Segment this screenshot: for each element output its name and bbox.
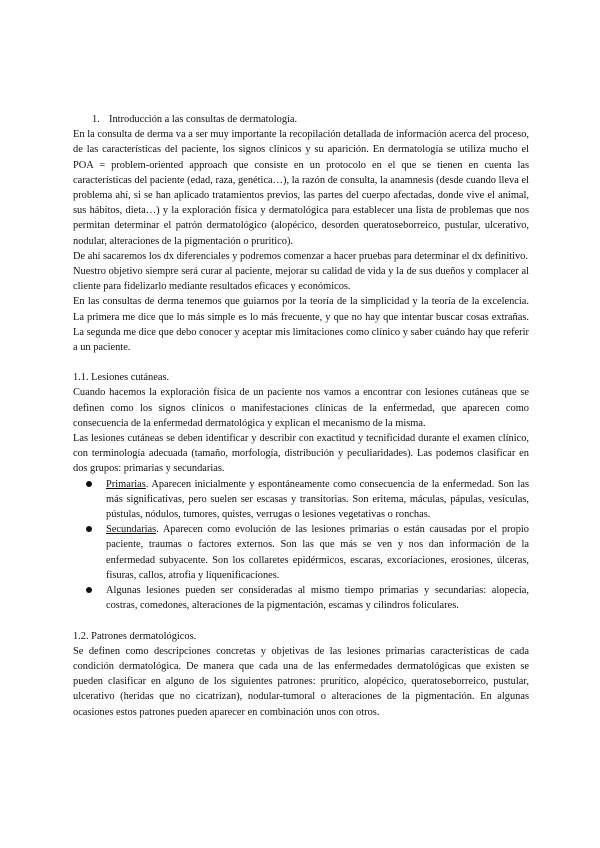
list-item <box>73 477 529 523</box>
list-item-text: Algunas lesiones pueden ser consideradas al mismo tiempo primarias y secundarias: alopecia, costras, comedones, alteraciones de la pigmentación, escamas y cilindros foliculares. <box>106 585 529 612</box>
list-item-text: . Aparecen como evolución de las lesiones primarias o están causadas por el propio paciente, traumas o factores externos. Son las que más se ven y nos dan información de la enfermedad subyacente. Son los collaretes epidérmicos, escaras, excoriaciones, erosiones, úlceras, fisuras, callos, atrofia y liquenificaciones. <box>106 524 529 581</box>
section-1-1-title: 1.1. Lesiones cutáneas. <box>73 372 170 384</box>
section-1-title: Introducción a las consultas de dermatología. <box>109 114 298 125</box>
bullet-icon <box>86 481 92 487</box>
bullet-icon <box>86 526 92 532</box>
section-1-2-paragraph: Se definen como descripciones concretas y objetivas de las lesiones primarias características de cada condición dermatológica. De manera que cada una de las enfermedades dermatológicas que existen se pueden clasificar en alguno de los siguientes patrones: prurítico, alopécico, queratoseborreico, pustular, ulcerativo (heridas que no cicatrizan), nodular-tumoral o alteraciones de la pigmentación. En algunas ocasiones estos patrones pueden aparecer en combinación unos con otros. <box>73 645 529 718</box>
section-1-paragraph: De ahí sacaremos los dx diferenciales y podremos comenzar a hacer pruebas para determinar el dx definitivo. <box>73 250 528 262</box>
list-item-term: Primarias <box>106 478 146 490</box>
list-item-text: . Aparecen inicialmente y espontáneamente como consecuencia de la enfermedad. Son las más significativas, pero suelen ser escasas y transitorias. Son eritema, máculas, pápulas, vesículas, pústulas, nódulos, tumores, quistes, verrugas o lesiones vegetativas o ronchas. <box>106 478 529 521</box>
section-1-paragraph: Nuestro objetivo siempre será curar al paciente, mejorar su calidad de vida y la de sus dueños y complacer al cliente para fidelizarlo mediante resultados eficaces y económicos. <box>73 266 529 293</box>
section-1-2-title: 1.2. Patrones dermatológicos. <box>73 630 197 642</box>
section-1-paragraph: En la consulta de derma va a ser muy importante la recopilación detallada de información acerca del proceso, de las características del paciente, los signos clínicos y su aparición. En dermatología se utiliza mucho el POA = problem-oriented approach que consiste en un protocolo en el que se tienen en cuenta las características del paciente (edad, raza, genética…), la razón de consulta, la anamnesis (desde cuando lleva el problema ahí, si se han aplicado tratamientos previos, las partes del cuerpo afectadas, donde vive el animal, sus hábitos, dieta…) y la exploración física y dermatológica para establecer una lista de problemas que nos permitan determinar el patrón dermatológico (alopécico, desorden queratoseborreico, pustular, ulcerativo, nodular, alteraciones de la pigmentación o pruritico). <box>73 129 529 247</box>
section-1-number: 1. <box>92 114 100 125</box>
document-page <box>73 112 529 720</box>
list-item-term: Secundarias <box>106 524 157 536</box>
list-item <box>73 583 529 613</box>
section-1-1-paragraph: Cuando hacemos la exploración física de un paciente nos vamos a encontrar con lesiones cutáneas que se definen como los signos clínicos o manifestaciones clínicas de la enfermedad, que aparecen como consecuencia de la enfermedad dermatológica y explican el mecanismo de la misma. <box>73 387 529 429</box>
list-item <box>73 522 529 583</box>
section-1-1-paragraph: Las lesiones cutáneas se deben identificar y describir con exactitud y tecnificidad durante el examen clínico, con terminología adecuada (tamaño, morfología, distribución y peculiaridades). Las podemos clasificar en dos grupos: primarias y secundarias. <box>73 433 529 475</box>
section-1-paragraph: En las consultas de derma tenemos que guiarnos por la teoría de la simplicidad y la teoría de la excelencia. La primera me dice que lo más simple es lo más frecuente, y que no hay que intentar buscar cosas extrañas. La segunda me dice que debo conocer y aceptar mis limitaciones como clínico y saber cuándo hay que referir a un paciente. <box>73 296 529 354</box>
section-1-heading <box>92 112 529 127</box>
bullet-icon <box>86 587 92 593</box>
lesion-types-list <box>73 477 529 614</box>
